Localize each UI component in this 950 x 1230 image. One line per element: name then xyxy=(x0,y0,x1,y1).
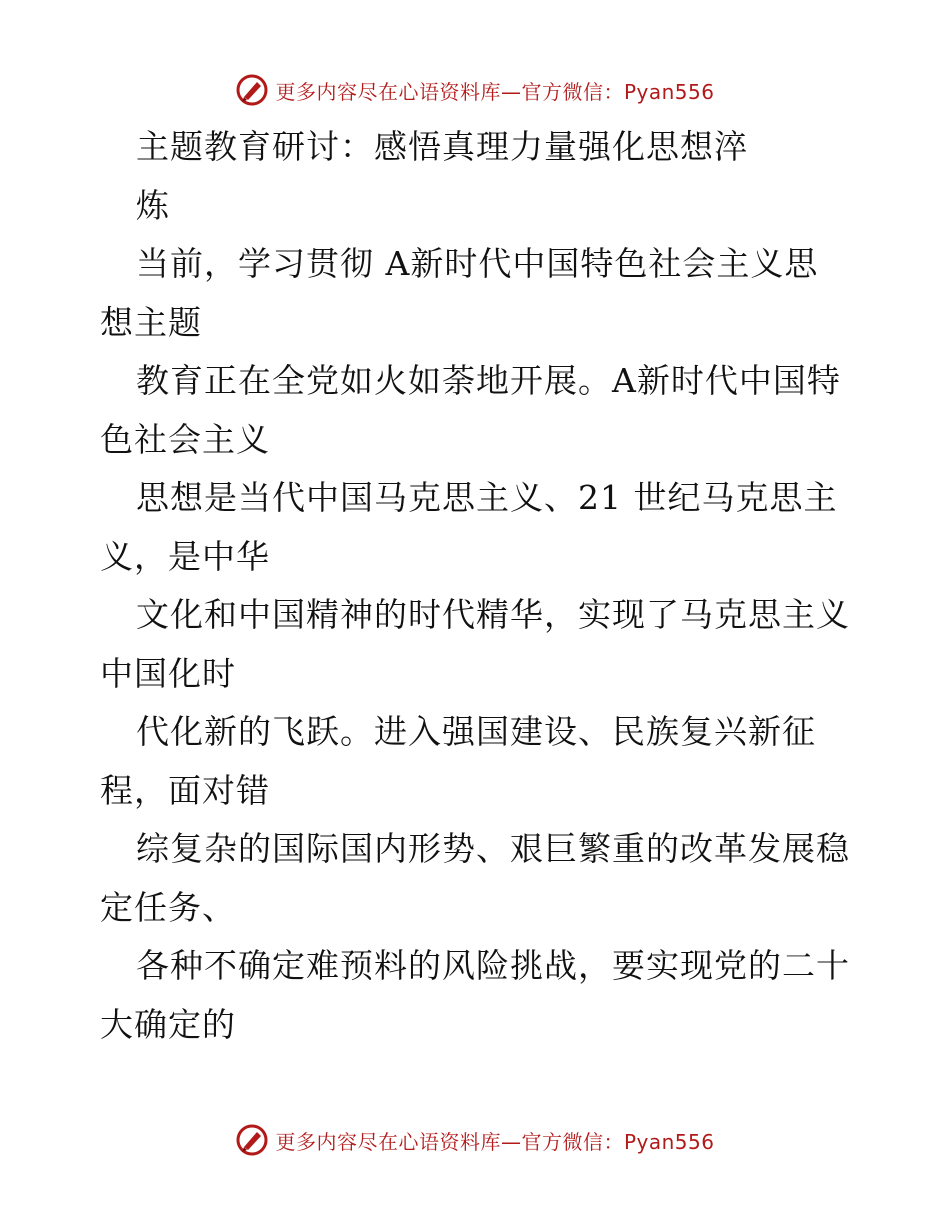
body-text-line: 义，是中华 xyxy=(100,536,270,576)
document-title-line: 炼 xyxy=(136,185,170,225)
footer-banner xyxy=(0,1120,950,1160)
body-text-line: 定任务、 xyxy=(100,887,236,927)
body-text-line: 中国化时 xyxy=(100,653,236,693)
header-banner xyxy=(0,70,950,110)
document-title-line: 主题教育研讨：感悟真理力量强化思想淬 xyxy=(136,127,748,166)
body-text-line: 想主题 xyxy=(100,302,202,342)
body-text-line: 代化新的飞跃。进入强国建设、民族复兴新征 xyxy=(136,712,816,751)
body-text-line: 程，面对错 xyxy=(100,770,270,810)
body-text-line: 大确定的 xyxy=(100,1004,236,1044)
body-text-line: 文化和中国精神的时代精华，实现了马克思主义 xyxy=(136,595,850,634)
body-text-line: 色社会主义 xyxy=(100,419,270,459)
header-banner-text: 更多内容尽在心语资料库—官方微信：Pyan556 xyxy=(275,79,715,104)
document-body xyxy=(100,118,860,1054)
red-brush-pen-logo-icon xyxy=(235,73,269,107)
body-text-line: 各种不确定难预料的风险挑战，要实现党的二十 xyxy=(136,946,850,985)
footer-banner-text: 更多内容尽在心语资料库—官方微信：Pyan556 xyxy=(275,1129,715,1154)
red-brush-pen-logo-icon xyxy=(235,1123,269,1157)
body-text-line: 当前，学习贯彻 A新时代中国特色社会主义思 xyxy=(136,244,819,283)
body-text-line: 教育正在全党如火如荼地开展。A新时代中国特 xyxy=(136,361,841,400)
body-text-line: 综复杂的国际国内形势、艰巨繁重的改革发展稳 xyxy=(136,829,850,868)
body-text-line: 思想是当代中国马克思主义、21 世纪马克思主 xyxy=(136,478,838,517)
